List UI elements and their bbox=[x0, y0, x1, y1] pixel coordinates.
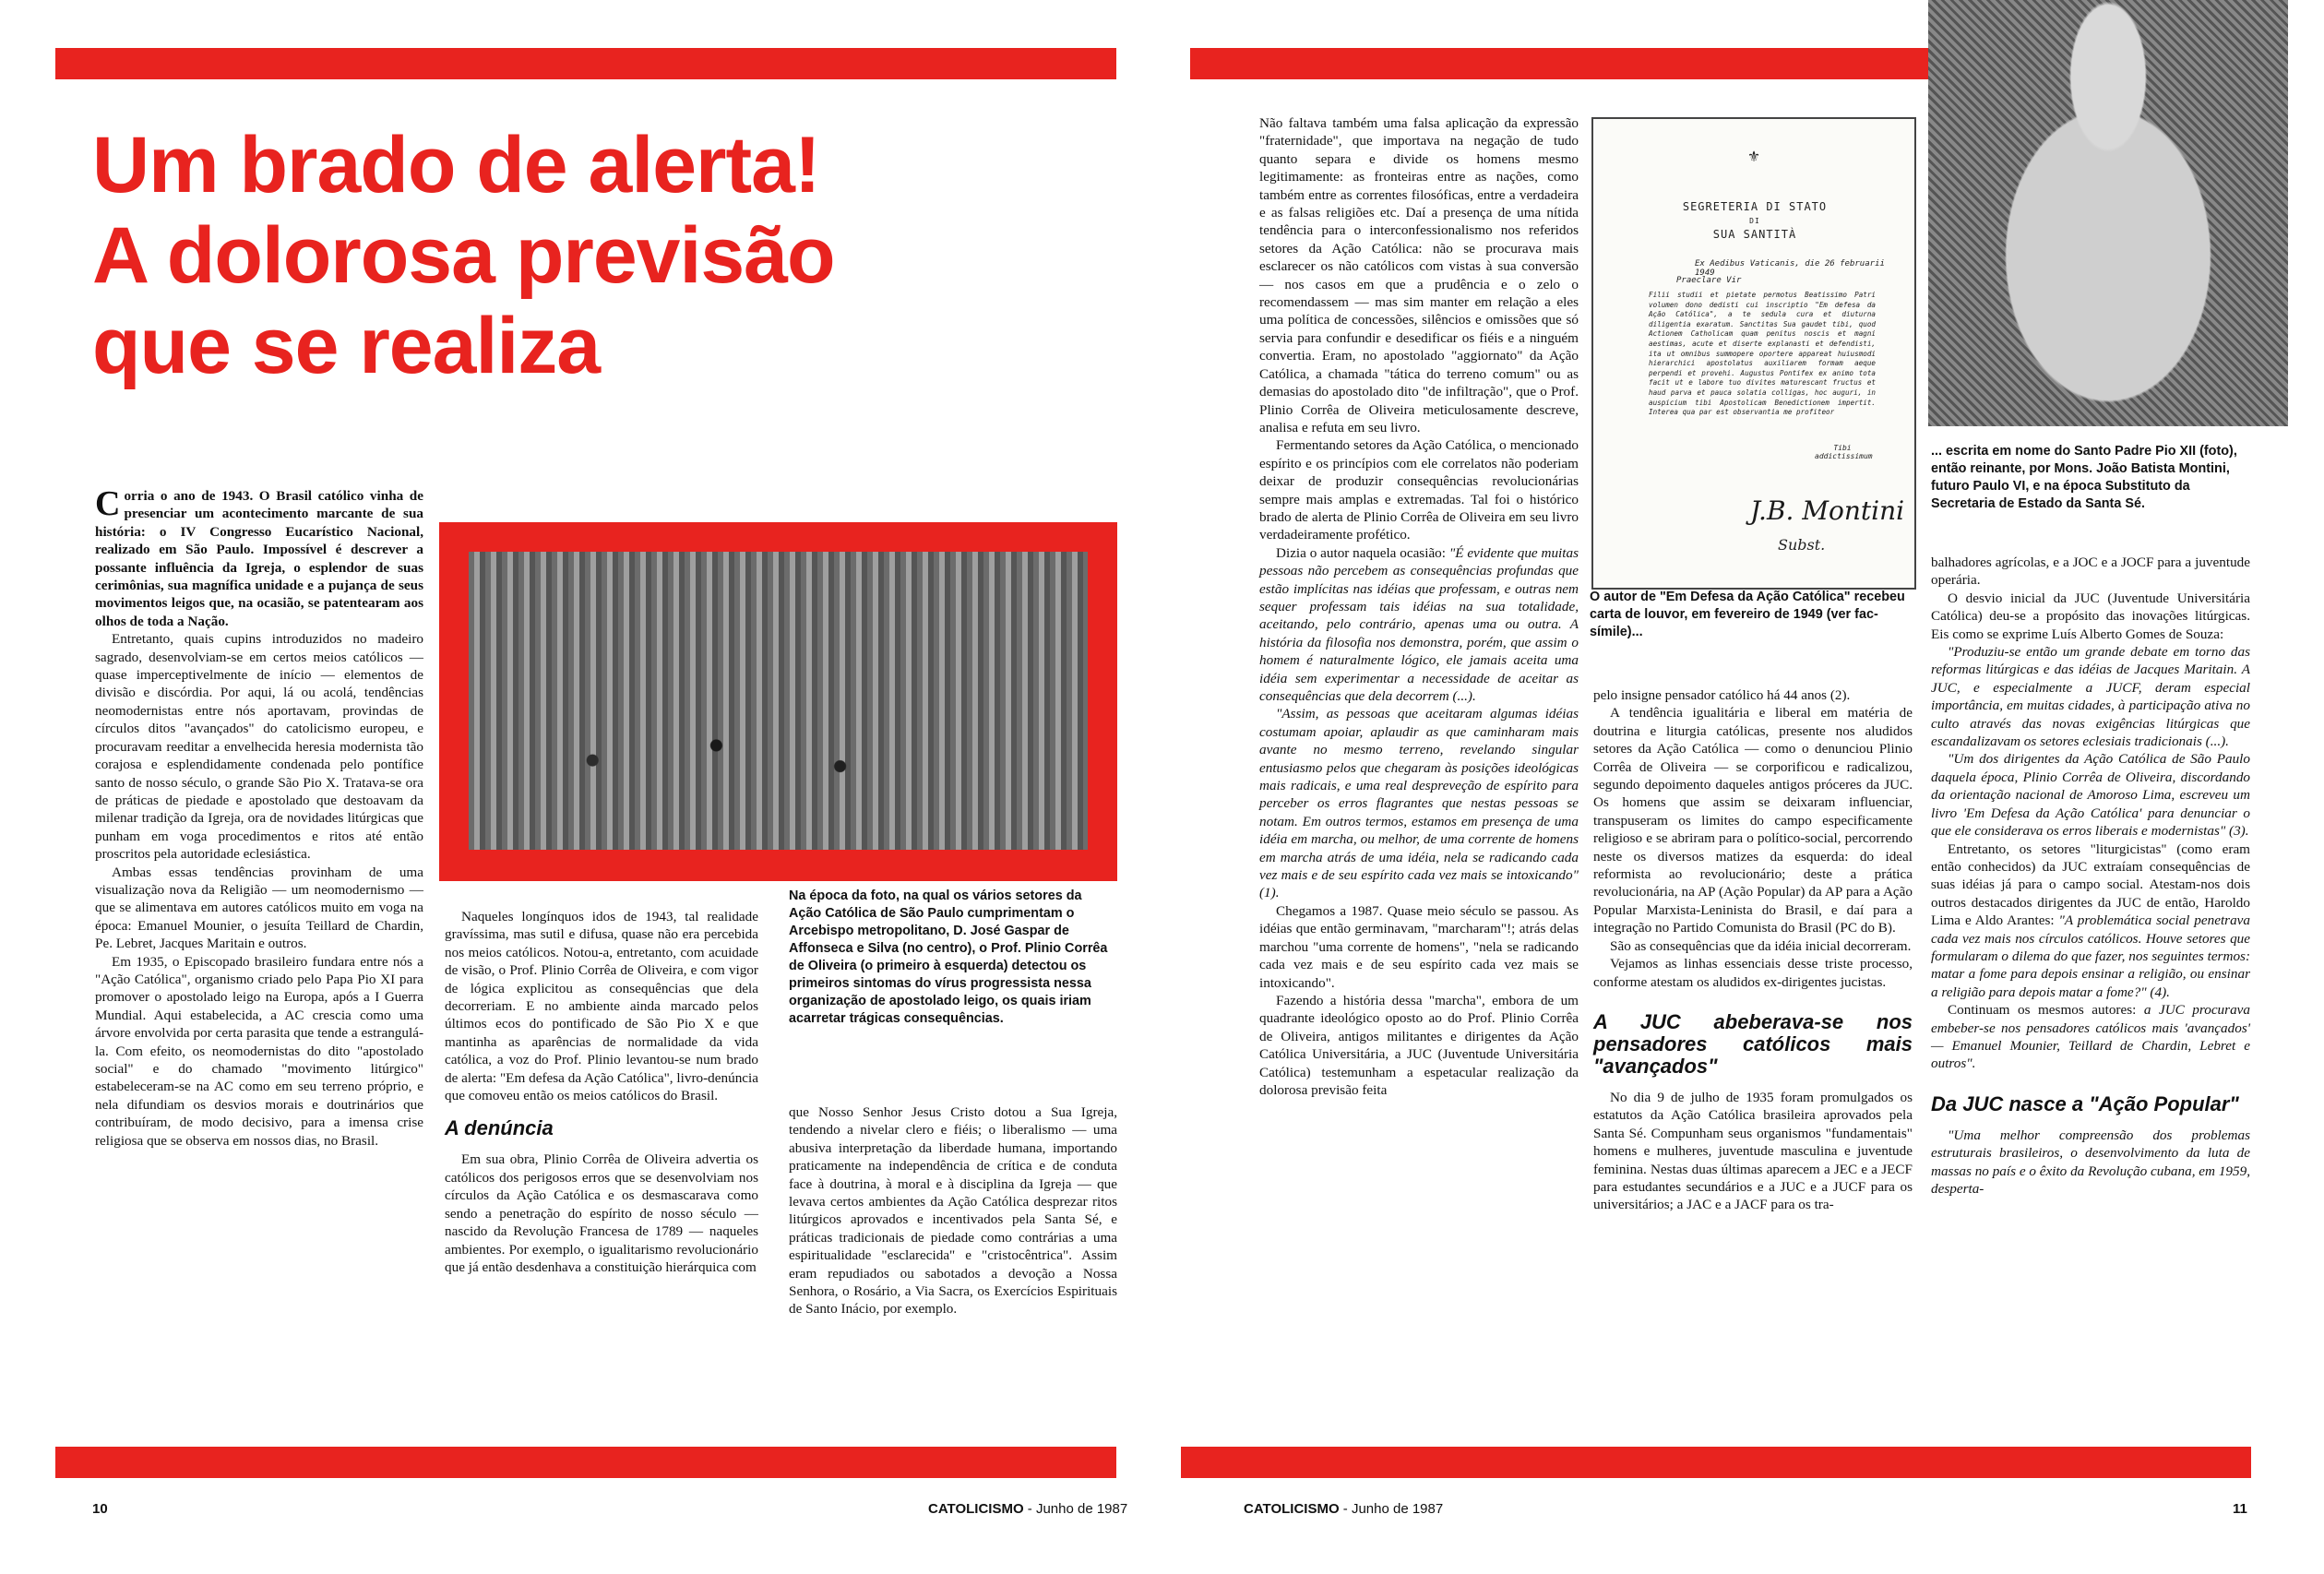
paragraph-quote: "Assim, as pessoas que aceitaram algumas idéias costumam apoiar, aplaudir as que caminharam mais avante no mesmo terreno, revelando singular entusiasmo pelos que chegaram às posições ideológicas mais radicais, e uma real despreveção de espírito para perceber os erros flagrantes que nestas pessoas se notam. Em outros termos, estamos em presença de uma idéia em marcha, ou melhor, de uma corrente de homens em marcha atrás de uma idéia, nela se radicando cada vez mais e de seu espírito cada vez mais se intoxicando" (1). bbox=[1259, 706, 1579, 901]
crowd-photo bbox=[469, 552, 1088, 850]
paragraph-quote: "Um dos dirigentes da Ação Católica de São Paulo daquela época, Plinio Corrêa de Oliveira, discordando da orientação nacional de Amoroso Lima, escreveu um livro 'Em Defesa da Ação Católica' para denunciar o que ele considerava os erros liberais e modernistas" (3). bbox=[1931, 751, 2250, 840]
drop-cap: C bbox=[95, 484, 121, 523]
headline-line-2: A dolorosa previsão bbox=[92, 211, 835, 300]
letter-header-line-2: DI bbox=[1749, 217, 1760, 225]
footer-magazine-right bbox=[1244, 1501, 1443, 1517]
photo-red-frame bbox=[439, 522, 1117, 881]
footer-magazine-left bbox=[928, 1501, 1127, 1517]
left-page-column-1 bbox=[95, 484, 423, 1150]
paragraph: A tendência igualitária e liberal em matéria de doutrina e liturgia católicas, presente nos aludidos setores da Ação Católica — como o denunciou Plinio Corrêa de Oliveira — se corporificou e radicalizou, segundo depoimento daqueles antigos próceres da JUC. Os homens que assim se deixaram influenciar, transpuseram os limites do campo especificamente religioso e se abriram para o político-social, percorrendo neste os diversos matizes da esquerda: do ideal reformista ao revolucionário; deste a prática revolucionária, na AP (Ação Popular) da AP para a Ação Popular Marxista-Leninista do Brasil, e daí para a integração no Partido Comunista do Brasil (PC do B). bbox=[1593, 705, 1913, 936]
paragraph: Fazendo a história dessa "marcha", embora de um quadrante ideológico oposto ao do Prof. Plinio Corrêa de Oliveira, antigos militantes e dirigentes da Ação Católica Universitária, a JUC (Juventude Universitária Católica) testemunham a espetacular realização da dolorosa previsão feita bbox=[1259, 992, 1579, 1098]
paragraph: Fermentando setores da Ação Católica, o mencionado espírito e os princípios com ele correlatos não poderiam deixar de produzir consequências revolucionárias sempre mais amplas e extremadas. Tal foi o histórico brado de alerta de Plinio Corrêa de Oliveira em seu livro verdadeiramente profético. bbox=[1259, 437, 1579, 543]
page-number-left: 10 bbox=[92, 1501, 108, 1517]
left-page-column-3 bbox=[789, 888, 1117, 1318]
paragraph: Ambas essas tendências provinham de uma visualização nova da Religião — um neomodernismo — que se alimentava em autores católicos muito em voga na época: Emanuel Mounier, o jesuíta Teillard de Chardin, Pe. Lebret, Jacques Maritain e outros. bbox=[95, 864, 423, 952]
paragraph: O desvio inicial da JUC (Juventude Universitária Católica) deu-se a propósito das inovações litúrgicas. Eis como se exprime Luís Alberto Gomes de Souza: bbox=[1931, 590, 2250, 642]
article-headline bbox=[92, 120, 1015, 391]
paragraph: que Nosso Senhor Jesus Cristo dotou a Sua Igreja, tendendo a nivelar clero e fiéis; o liberalismo — uma abusiva interpretação da liberdade humana, importando praticamente na independência de crítica e de conduta face à doutrina, à moral e à disciplina da Igreja — que levava certos ambientes da Ação Católica desprezar ritos litúrgicos aprovados e incentivados pela Santa Sé, e práticas tradicionais de piedade como contrárias a uma espiritualidade "esclarecida" e "cristocêntrica". Assim eram repudiados ou sabotados a devoção a Nossa Senhora, o Rosário, a Via Sacra, os Exercícios Espirituais de Santo Inácio, por exemplo. bbox=[789, 1104, 1117, 1318]
letter-header-line-3: SUA SANTITÀ bbox=[1712, 228, 1797, 241]
section-heading-acao-popular: Da JUC nasce a "Ação Popular" bbox=[1931, 1091, 2239, 1115]
paragraph: No dia 9 de julho de 1935 foram promulgados os estatutos da Ação Católica brasileira aprovados pela Santa Sé. Compunham seus organismos "fundamentais" homens e mulheres, juventude masculina e juventude feminina. Nestas duas últimas aparecem a JEC e a JECF para estudantes secundários e a JUC e a JUCF para os universitários; a JAC e a JACF para os tra- bbox=[1593, 1089, 1913, 1213]
letter-body: Filii studii et pietate permotus Beatissimo Patri volumen dono dedisti cui inscriptio "Em defesa da Ação Católica", a te sedula cura et diuturna diligentia exaratum. Sanctitas Sua gaudet tibi, quod Actionem Catholicam quam penitus noscis et magni aestimas, acute et diserte explanasti et defendisti, ita ut omnibus summopere oportere appareat huiusmodi hierarchici apostolatus auxiliarem formam aeque perpendi et provehi. Augustus Pontifex ex animo tota facit ut e labore tuo divites maturescant fructus et haud parva et pauca solatia colligas, hoc auguri, in auspicium tibi Apostolicam Benedictionem impertit. Interea qua par est observantia me profiteor bbox=[1649, 291, 1876, 417]
headline-line-1: Um brado de alerta! bbox=[92, 121, 820, 209]
pope-caption: ... escrita em nome do Santo Padre Pio XII (foto), então reinante, por Mons. João Batista Montini, futuro Paulo VI, e na época Substituto da Secretaria de Estado da Santa Sé. bbox=[1931, 444, 2237, 511]
section-heading-juc: A JUC abeberava-se nos pensadores católicos mais "avançados" bbox=[1593, 1009, 1913, 1078]
paragraph: Em 1935, o Episcopado brasileiro fundara entre nós a "Ação Católica", organismo criado pelo Papa Pio XI para promover o apostolado leigo na Europa, após a I Guerra Mundial. Aqui estabelecida, a AC crescia como uma árvore envolvida por certa parasita que tende a estrangulá-la. Com efeito, os neomodernistas do dito "apostolado social" e do chamado "movimento litúrgico" estabeleceram-se na AC como em seu terreno próprio, e nela difundiam os desvios morais e doutrinários que contribuíram, de modo decisivo, para a imensa crise religiosa que se observa em nossos dias, no Brasil. bbox=[95, 953, 423, 1149]
paragraph: pelo insigne pensador católico há 44 anos (2). bbox=[1593, 687, 1851, 703]
top-red-bar-right bbox=[1190, 48, 1928, 79]
left-page-column-2 bbox=[445, 908, 758, 1276]
paragraph: Em sua obra, Plinio Corrêa de Oliveira advertia os católicos dos perigosos erros que se desenvolviam nos círculos da Ação Católica e os desmascarava como sendo a penetração do espírito de nosso século — nascido da Revolução Francesa de 1789 — naqueles ambientes. Por exemplo, o igualitarismo revolucionário que já então desdenhava a constituição hierárquica com bbox=[445, 1151, 758, 1275]
paragraph: Não faltava também uma falsa aplicação da expressão "fraternidade", que importava na negação de tudo quanto separa e divide os homens mesmo legitimamente: as fronteiras entre as nações, como também entre as correntes filosóficas, entre a verdadeira e as falsas religiões etc. Daí a presença de uma nítida tendência para o interconfessionalismo nos referidos setores da Ação Católica: não se procurava mais esclarecer os não católicos com vistas à sua conversão — nos casos em que a prudência e o zelo o recomendassem — mas sim manter em relação a eles uma política de concessões, silêncios e omissões que só servia para confundir e desedificar os fiéis e a ninguém convertia. Eram, no apostolado "aggiornato" da Ação Católica, a chamada "tática do terreno comum" ou as demasias do apostolado dito "de infiltração", que o Prof. Plinio Corrêa de Oliveira meticulosamente descreve, analisa e refuta em seu livro. bbox=[1259, 115, 1579, 435]
magazine-name: CATOLICISMO bbox=[1244, 1501, 1340, 1517]
letter-facsimile bbox=[1591, 117, 1916, 590]
paragraph: balhadores agrícolas, e a JOC e a JOCF para a juventude operária. bbox=[1931, 554, 2250, 589]
letter-signature-sub: Subst. bbox=[1778, 536, 1826, 554]
paragraph: Entretanto, os setores "liturgicistas" (como eram então conhecidos) da JUC extraíam consequências de suas idéias já para o campo social. Atestam-nos dois outros destacados dirigentes da JUC de então, Haroldo Lima e Aldo Arantes: "A problemática social penetrava cada vez mais nos círculos católicos. Houve setores que formularam o dilema do que fazer, nos seguintes termos: matar a fome para depois ensinar a religião, ou ensinar a religião para depois matar a fome?" (4). bbox=[1931, 841, 2250, 1000]
paragraph: Chegamos a 1987. Quase meio século se passou. As idéias que então germinavam, "marcharam"!; atrás delas marchou "uma corrente de homens", "nela se radicando cada vez mais e de seu espírito cada vez mais se intoxicando". bbox=[1259, 902, 1579, 991]
paragraph: Naqueles longínquos idos de 1943, tal realidade gravíssima, mas sutil e difusa, quase não era percebida nos meios católicos. Notou-a, entretanto, com acuidade de visão, o Prof. Plinio Corrêa de Oliveira, e com vigor de lógica explicitou as consequências que dela decorreriam. E no ambiente ainda marcado pelos últimos ecos do pontificado de São Pio X e que mantinha as aparências de normalidade da vida católica, a voz do Prof. Plinio levantou-se num brado de alerta: "Em defesa da Ação Católica", livro-denúncia que comoveu então os meios católicos do Brasil. bbox=[445, 909, 758, 1104]
paragraph: Dizia o autor naquela ocasião: "É evidente que muitas pessoas não percebem as consequências profundas que estão implícitas nas idéias que professam, e outras nem sequer professam tais idéias na sua totalidade, aceitando, pelo contrário, apenas uma ou outra. A história da filosofia nos demonstra, porém, que assim o homem é naturalmente lógico, ele jamais aceita uma idéia sem experimentar a necessidade de aceitar as consequências que dela decorrem (...). bbox=[1259, 544, 1579, 704]
letter-header-line-1: SEGRETERIA DI STATO bbox=[1682, 200, 1828, 213]
right-page-column-3 bbox=[1931, 554, 2250, 1198]
paragraph: Continuam os mesmos autores: a JUC procurava embeber-se nos pensadores católicos mais 'avançados' — Emanuel Mounier, Teillard de Chardin, Lebret e outros". bbox=[1931, 1002, 2250, 1072]
headline-line-3: que se realiza bbox=[92, 302, 601, 390]
paragraph: Vejamos as linhas essenciais desse triste processo, conforme atestam os aludidos ex-dirigentes jucistas. bbox=[1593, 956, 1913, 990]
issue-date: - Junho de 1987 bbox=[1339, 1501, 1444, 1517]
letter-signature: J.B. Montini bbox=[1750, 495, 1905, 526]
paragraph: São as consequências que da idéia inicial decorreram. bbox=[1610, 937, 1912, 954]
right-page-column-2 bbox=[1593, 686, 1913, 1214]
section-heading-denuncia: A denúncia bbox=[445, 1116, 554, 1140]
photo-caption: Na época da foto, na qual os vários setores da Ação Católica de São Paulo cumprimentam o Arcebispo metropolitano, D. José Gaspar de Affonseca e Silva (no centro), o Prof. Plinio Corrêa de Oliveira (o primeiro à esquerda) detectou os primeiros sintomas do vírus progressista nessa organização de apostolado leigo, os quais iriam acarretar trágicas consequências. bbox=[789, 888, 1108, 1026]
paragraph-quote: "Uma melhor compreensão dos problemas estruturais brasileiros, o desenvolvimento da luta de massas no país e o êxito da Revolução cubana, em 1959, desperta- bbox=[1931, 1127, 2250, 1197]
letter-dateline: Ex Aedibus Vaticanis, die 26 februarii 1949 bbox=[1695, 259, 1885, 278]
magazine-name: CATOLICISMO bbox=[928, 1501, 1024, 1517]
pope-pius-xii-photo bbox=[1928, 0, 2288, 426]
page-number-right: 11 bbox=[2233, 1501, 2247, 1517]
paragraph-quote: "Produziu-se então um grande debate em torno das reformas litúrgicas e das idéias de Jacques Maritain. A JUC, e especialmente a JUCF, deram especial importância, em muitas cidades, à participação ativa no culto através das novas exigências litúrgicas que escandalizavam os setores eclesiais tradicionais (...). bbox=[1931, 644, 2250, 750]
vatican-crest-icon: ⚜ bbox=[1748, 147, 1759, 166]
lead-paragraph: Corria o ano de 1943. O Brasil católico vinha de presenciar um acontecimento marcante de sua história: o IV Congresso Eucarístico Nacional, realizado em São Paulo. Impossível é descrever a possante influência da Igreja, o esplendor de suas cerimônias, sua magnífica unidade e a pujança de seus movimentos leigos que, na ocasião, se patentearam aos olhos de toda a Nação. bbox=[95, 484, 423, 629]
top-red-bar-left bbox=[55, 48, 1116, 79]
letter-closing: Tibi addictissimum bbox=[1815, 444, 1873, 460]
bottom-red-bar-left bbox=[55, 1447, 1116, 1478]
right-page-column-1 bbox=[1259, 114, 1579, 1099]
issue-date: - Junho de 1987 bbox=[1023, 1501, 1128, 1517]
paragraph: Entretanto, quais cupins introduzidos no madeiro sagrado, desenvolviam-se em certos meios católicos — quase imperceptivelmente de início — elementos de divisão e discórdia. Por aqui, lá ou acolá, tendências neomodernistas entre nós aportavam, provindas de círculos ditos "avançados" do catolicismo europeu, e procuravam reeditar a envelhecida heresia modernista tão corajosa e esplendidamente condenada pelo pontífice santo de nosso século, o grande São Pio X. Tratava-se ora de práticas de piedade e apostolado que destoavam da milenar tradição da Igreja, ora de novidades litúrgicas que punham em voga procedimentos e ritos até então proscritos pela autoridade eclesiástica. bbox=[95, 631, 423, 863]
letter-caption: O autor de "Em Defesa da Ação Católica" recebeu carta de louvor, em fevereiro de 1949 (ver fac-símile)... bbox=[1590, 590, 1905, 639]
letter-salutation: Praeclare Vir bbox=[1676, 276, 1742, 285]
bottom-red-bar-right bbox=[1181, 1447, 2251, 1478]
